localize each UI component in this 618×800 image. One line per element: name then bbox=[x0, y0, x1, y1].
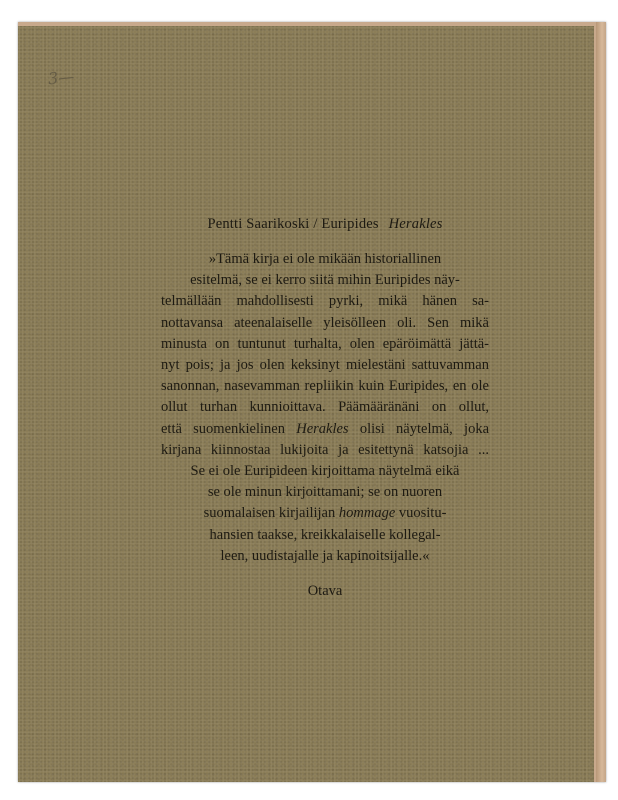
cover-text bbox=[161, 216, 489, 600]
blurb-line-text: nottavansa ateenalaiselle yleisölleen oli. Sen mikä bbox=[161, 314, 489, 331]
blurb-line-text: ollut turhan kunnioittava. Päämääränäni on ollut, bbox=[161, 399, 489, 416]
blurb-line-text: Se ei ole Euripideen kirjoittama näytelmä eikä bbox=[190, 463, 460, 480]
blurb-text bbox=[161, 249, 489, 567]
blurb-line-text: vuositu- bbox=[398, 505, 447, 522]
blurb-line bbox=[161, 461, 489, 482]
blurb-line bbox=[161, 249, 489, 270]
blurb-line bbox=[161, 397, 489, 418]
blurb-line bbox=[161, 376, 489, 397]
blurb-line-text: hansien taakse, kreikkalaiselle kollegal- bbox=[209, 526, 441, 543]
blurb-line bbox=[161, 313, 489, 334]
book-back-cover bbox=[18, 26, 594, 782]
book-page-edge bbox=[596, 22, 606, 782]
publisher-name: Otava bbox=[307, 583, 343, 600]
blurb-line bbox=[161, 482, 489, 503]
blurb-line-text: suomalaisen kirjailijan bbox=[203, 505, 336, 522]
blurb-italic-term: Herakles bbox=[296, 420, 349, 437]
blurb-line-text: sanonnan, nasevamman repliikin kuin Euripides, en ole bbox=[161, 378, 489, 395]
blurb-line-text: telmällään mahdollisesti pyrki, mikä hänen sa- bbox=[161, 293, 489, 310]
blurb-line bbox=[161, 270, 489, 291]
book bbox=[18, 22, 606, 782]
blurb-line bbox=[161, 291, 489, 312]
blurb-line-text: kirjana kiinnostaa lukijoita ja esitettynä katsojia ... bbox=[161, 441, 489, 458]
blurb-line-text: että suomenkielinen bbox=[161, 420, 285, 437]
blurb-line bbox=[161, 525, 489, 546]
blurb-line-text: leen, uudistajalle ja kapinoitsijalle.« bbox=[220, 547, 430, 564]
book-title: Herakles bbox=[388, 216, 443, 232]
blurb-line-text: se ole minun kirjoittamani; se on nuoren bbox=[207, 484, 443, 501]
blurb-line-text: esitelmä, se ei kerro siitä mihin Euripides näy- bbox=[190, 272, 460, 289]
author-name: Pentti Saarikoski / Euripides bbox=[207, 216, 379, 232]
blurb-line bbox=[161, 440, 489, 461]
blurb-line-text: nyt pois; ja jos olen keksinyt mielestäni sattuvamman bbox=[161, 357, 489, 374]
blurb-line-text: olisi näytelmä, joka bbox=[359, 420, 490, 437]
blurb-line bbox=[161, 503, 489, 524]
author-title-line bbox=[161, 216, 489, 233]
blurb-line-text: »Tämä kirja ei ole mikään historiallinen bbox=[208, 251, 442, 267]
blurb-line bbox=[161, 355, 489, 376]
blurb-line bbox=[161, 546, 489, 567]
blurb-line bbox=[161, 334, 489, 355]
pencil-mark: 3— bbox=[47, 66, 76, 89]
blurb-italic-term: hommage bbox=[338, 505, 396, 522]
blurb-line bbox=[161, 419, 489, 440]
blurb-line-text: minusta on tuntunut turhalta, olen epäröimättä jättä- bbox=[161, 335, 489, 352]
